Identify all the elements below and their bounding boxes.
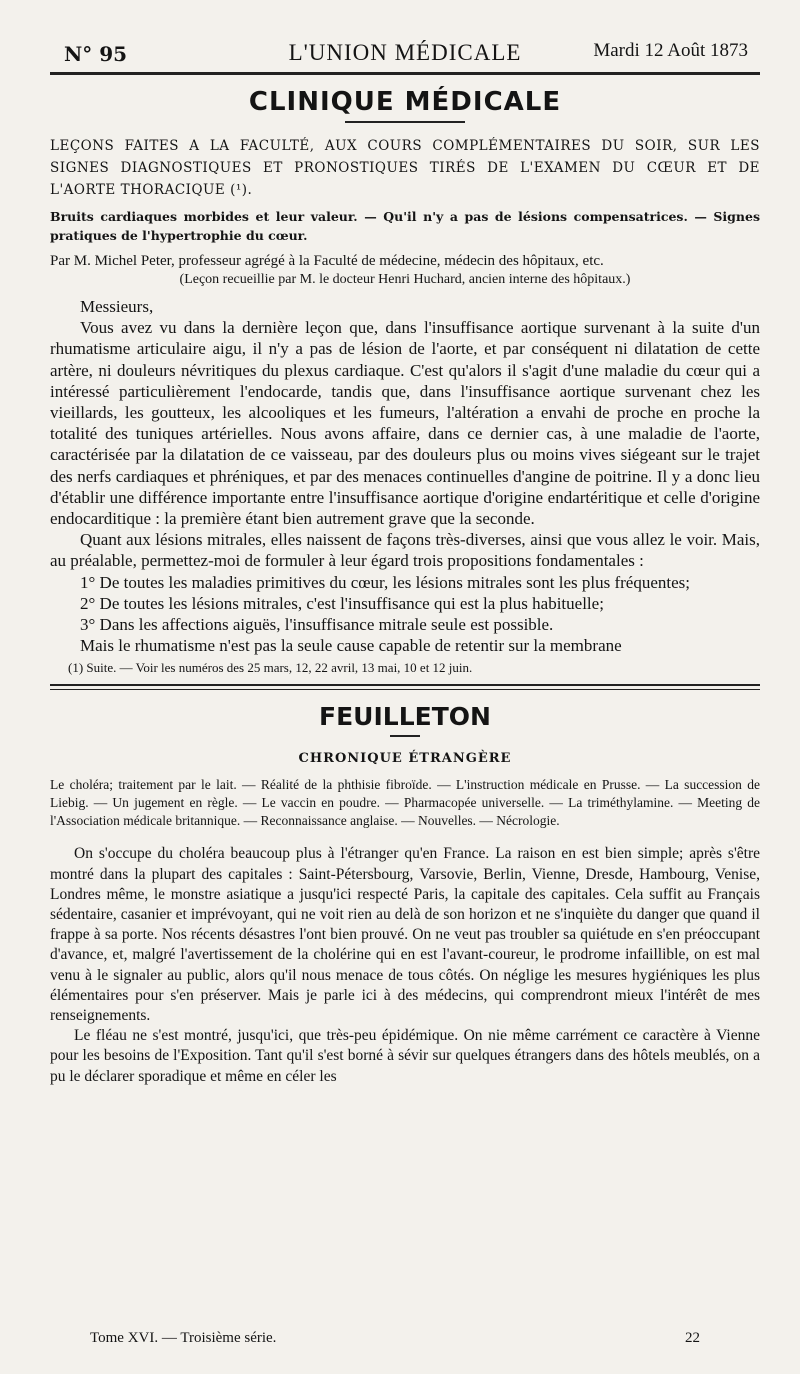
proposition-item: 2° De toutes les lésions mitrales, c'est l'insuffisance qui est la plus habituelle;	[80, 593, 604, 613]
page-header	[50, 36, 760, 68]
issue-date: Mardi 12 Août 1873	[593, 40, 748, 61]
lesson-subtitle: Bruits cardiaques morbides et leur valeur. — Qu'il n'y a pas de lésions compensatrices. — Signes pratiques de l'hypertrophie du cœur.	[50, 209, 760, 243]
feuilleton-rule	[50, 684, 760, 690]
proposition-item: 1° De toutes les maladies primitives du cœur, les lésions mitrales sont les plus fréquentes;	[80, 572, 690, 592]
chronique-summary: Le choléra; traitement par le lait. — Réalité de la phthisie fibroïde. — L'instruction médicale en Prusse. — La succession de Liebig. — Un jugement en règle. — Le vaccin en poudre. — Pharmacopée universelle. — La triméthylamine. — Meeting de l'Association médicale britannique. — Reconnaissance anglaise. — Nouvelles. — Nécrologie.	[50, 777, 760, 829]
section-heading-feuilleton: FEUILLETON	[319, 702, 491, 732]
feuilleton-underline	[390, 735, 420, 737]
header-rule	[50, 72, 760, 75]
newspaper-title: L'UNION MÉDICALE	[288, 40, 522, 65]
paragraph: Quant aux lésions mitrales, elles naissent de façons très-diverses, ainsi que vous allez le voir. Mais, au préalable, permettez-moi de formuler à leur égard trois propositions fondamentales :	[50, 530, 760, 571]
page-number: 22	[685, 1330, 700, 1346]
recueil-line: (Leçon recueillie par M. le docteur Henri Huchard, ancien interne des hôpitaux.)	[179, 272, 631, 287]
lesson-title: LEÇONS FAITES A LA FACULTÉ, AUX COURS COMPLÉMENTAIRES DU SOIR, SUR LES SIGNES DIAGNOSTIQUES ET PRONOSTIQUES TIRÉS DE L'EXAMEN DU CŒUR ET DE L'AORTE THORACIQUE (¹).	[50, 138, 760, 198]
heading-underline	[345, 121, 465, 123]
paragraph: On s'occupe du choléra beaucoup plus à l'étranger qu'en France. La raison en est bien simple; après s'être montré dans la plupart des capitales : Saint-Pétersbourg, Varsovie, Berlin, Vienne, Dresde, Hambourg, Venise, Londres même, le monstre asiatique a jusqu'ici respecté Paris, la capitale des capitales. Cela suffit au Français sédentaire, casanier et imprévoyant, qui ne voit rien au delà de son horizon et ne s'inquiète du danger que quand il frappe à sa porte. Nos récents désastres l'ont bien prouvé. On ne veut pas troubler sa quiétude en s'en préoccupant d'avance, et, malgré l'avertissement de la cholérine qui en est l'avant-coureur, le prodrome infaillible, on est mal venu à le signaler au public, alors qu'il nous menace de tous côtés. On néglige les mesures hygiéniques les plus élémentaires pour s'en préserver. Mais je parle ici à des médecins, qui comprendront mieux l'intérêt de mes renseignements.	[50, 845, 760, 1025]
salutation: Messieurs,	[80, 297, 154, 316]
issue-number: N° 95	[64, 42, 128, 66]
feuilleton-body	[50, 844, 760, 1086]
footnote: (1) Suite. — Voir les numéros des 25 mars, 12, 22 avril, 13 mai, 10 et 12 juin.	[68, 660, 473, 676]
proposition-item: 3° Dans les affections aiguës, l'insuffisance mitrale seule est possible.	[80, 615, 554, 635]
section-heading-clinique: CLINIQUE MÉDICALE	[248, 87, 562, 117]
page-footer	[90, 1330, 700, 1347]
paragraph: Mais le rhumatisme n'est pas la seule cause capable de retentir sur la membrane	[80, 636, 622, 656]
author-line: Par M. Michel Peter, professeur agrégé à la Faculté de médecine, médecin des hôpitaux, etc.	[50, 253, 604, 269]
paragraph: Le fléau ne s'est montré, jusqu'ici, que très-peu épidémique. On nie même carrément ce caractère à Vienne pour les besoins de l'Exposition. Tant qu'il s'est borné à sévir sur quelques étrangers dans des hôtels meublés, on a pu le déclarer sporadique et même en céler les	[50, 1027, 760, 1085]
chronique-heading: CHRONIQUE ÉTRANGÈRE	[298, 751, 512, 767]
tome-label: Tome XVI. — Troisième série.	[90, 1330, 277, 1346]
paragraph: Vous avez vu dans la dernière leçon que, dans l'insuffisance aortique survenant à la suite d'un rhumatisme articulaire aigu, il n'y a pas de lésion de l'aorte, et par conséquent ni dilatation de cette artère, ni douleurs névritiques du plexus cardiaque. C'est qu'alors il s'agit d'une maladie du cœur qui a intéressé particulièrement l'endocarde, tandis que, dans l'insuffisance aortique survenant chez les vieillards, les goutteux, les alcooliques et les fumeurs, l'altération a envahi de proche en proche la totalité des tuniques artérielles. Nous avons affaire, dans ce dernier cas, à une maladie de l'aorte, caractérisée par la dilatation de ce vaisseau, par des douleurs plus ou moins vives siégeant sur le trajet des nerfs cardiaques et phréniques, et par des menaces continuelles d'angine de poitrine. Il y a donc lieu d'établir une différence importante entre l'insuffisance aortique d'origine endartéritique et celle d'origine endocarditique : la première étant bien autrement grave que la seconde.	[50, 318, 760, 529]
clinique-body	[50, 296, 760, 656]
